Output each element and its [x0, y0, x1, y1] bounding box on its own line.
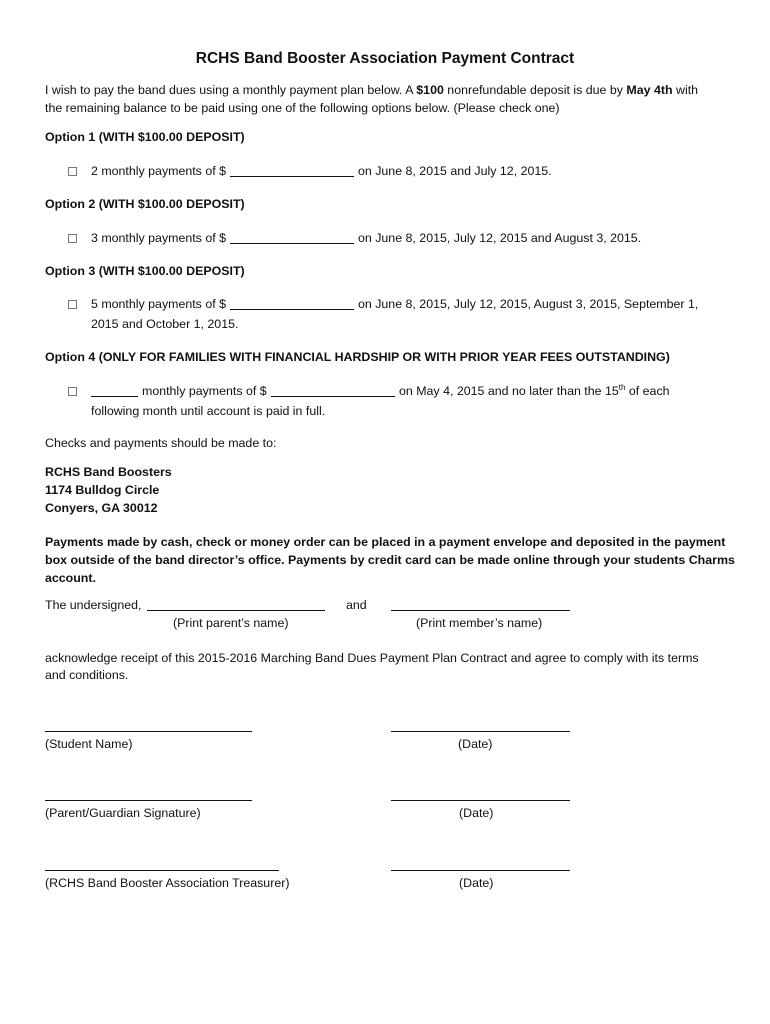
option-3-heading: Option 3 (WITH $100.00 DEPOSIT): [45, 264, 245, 278]
payment-note-line-1: Payments made by cash, check or money order can be placed in a payment envelope and deposited in the payment: [45, 535, 726, 549]
acknowledge-line-1: acknowledge receipt of this 2015-2016 Marching Band Dues Payment Plan Contract and agree to comply with its terms: [45, 651, 699, 665]
intro-text-c: with: [672, 83, 699, 97]
intro-line-2: the remaining balance to be paid using one of the following options below. (Please check one): [45, 101, 560, 115]
option-3-dates: on June 8, 2015, July 12, 2015, August 3, 2015, September 1,: [358, 297, 699, 311]
parent-signature-label: (Parent/Guardian Signature): [45, 806, 201, 820]
payable-intro: Checks and payments should be made to:: [45, 436, 277, 450]
option-3-checkbox[interactable]: [68, 300, 77, 309]
parent-name-caption: (Print parent’s name): [173, 616, 289, 630]
payment-note-line-2: box outside of the band director’s office. Payments by credit card can be made online through your students Charms: [45, 553, 735, 567]
parent-signature-line[interactable]: [45, 800, 252, 801]
option-1-dates: on June 8, 2015 and July 12, 2015.: [358, 164, 552, 178]
undersigned-and: and: [346, 598, 367, 612]
parent-date-label: (Date): [459, 806, 494, 820]
parent-date-line[interactable]: [391, 800, 570, 801]
treasurer-signature-line[interactable]: [45, 870, 279, 871]
intro-text-a: I wish to pay the band dues using a monthly payment plan below. A: [45, 83, 417, 97]
option-2-heading: Option 2 (WITH $100.00 DEPOSIT): [45, 197, 245, 211]
address-city: Conyers, GA 30012: [45, 501, 158, 515]
student-name-label: (Student Name): [45, 737, 133, 751]
option-1-prefix: 2 monthly payments of $: [91, 164, 226, 178]
option-4-count-blank[interactable]: [91, 396, 138, 397]
option-4-dates-b: of each: [625, 384, 670, 398]
student-date-label: (Date): [458, 737, 493, 751]
address-street: 1174 Bulldog Circle: [45, 483, 160, 497]
option-4-prefix: monthly payments of $: [142, 384, 267, 398]
student-date-line[interactable]: [391, 731, 570, 732]
option-4-heading: Option 4 (ONLY FOR FAMILIES WITH FINANCIAL HARDSHIP OR WITH PRIOR YEAR FEES OUTSTANDING): [45, 350, 670, 364]
acknowledge-line-2: and conditions.: [45, 668, 129, 682]
option-1-amount-blank[interactable]: [230, 176, 354, 177]
option-4-checkbox[interactable]: [68, 387, 77, 396]
student-name-line[interactable]: [45, 731, 252, 732]
document-title: RCHS Band Booster Association Payment Contract: [195, 50, 575, 67]
option-1-checkbox[interactable]: [68, 167, 77, 176]
option-2-amount-blank[interactable]: [230, 243, 354, 244]
option-1-heading: Option 1 (WITH $100.00 DEPOSIT): [45, 130, 245, 144]
option-2-dates: on June 8, 2015, July 12, 2015 and August 3, 2015.: [358, 231, 642, 245]
option-2-prefix: 3 monthly payments of $: [91, 231, 226, 245]
member-name-caption: (Print member’s name): [416, 616, 543, 630]
intro-line-1: [45, 82, 698, 99]
treasurer-date-line[interactable]: [391, 870, 570, 871]
option-4-dates-sup: th: [618, 382, 626, 392]
parent-name-field[interactable]: [147, 610, 325, 611]
member-name-field[interactable]: [391, 610, 570, 611]
treasurer-date-label: (Date): [459, 876, 494, 890]
option-4-dates-a: on May 4, 2015 and no later than the 15: [399, 384, 619, 398]
deposit-due-date: May 4th: [626, 83, 673, 97]
intro-text-b: nonrefundable deposit is due by: [443, 83, 627, 97]
deposit-amount: $100: [416, 83, 444, 97]
option-4-dates-cont: following month until account is paid in full.: [91, 404, 326, 418]
option-2-checkbox[interactable]: [68, 234, 77, 243]
option-3-amount-blank[interactable]: [230, 309, 354, 310]
option-4-amount-blank[interactable]: [271, 396, 395, 397]
undersigned-label: The undersigned,: [45, 598, 142, 612]
option-3-prefix: 5 monthly payments of $: [91, 297, 226, 311]
option-3-dates-cont: 2015 and October 1, 2015.: [91, 317, 239, 331]
option-4-dates: [399, 383, 670, 400]
payment-note-line-3: account.: [45, 571, 96, 585]
address-name: RCHS Band Boosters: [45, 465, 172, 479]
treasurer-signature-label: (RCHS Band Booster Association Treasurer): [45, 876, 290, 890]
